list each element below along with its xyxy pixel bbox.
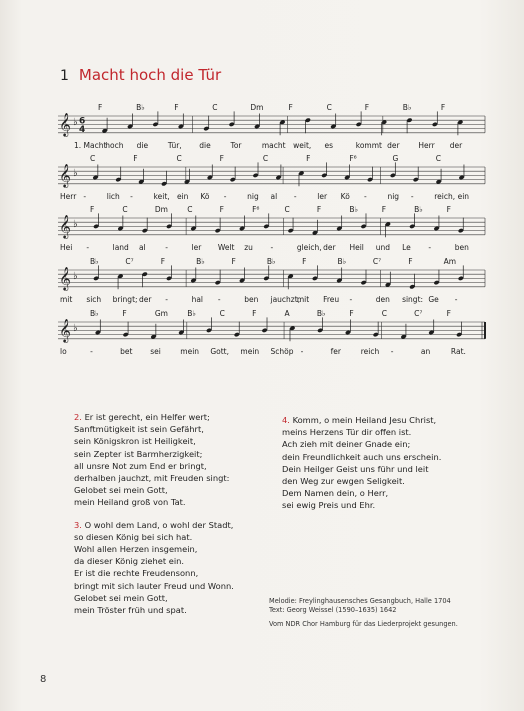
chord-symbol: F <box>408 257 413 266</box>
lyric-syllable: nig <box>247 191 259 201</box>
chord-symbol: F <box>381 205 387 214</box>
chord-symbol: F <box>446 309 451 318</box>
chord-symbol: B♭ <box>136 103 145 112</box>
chord-symbol: F <box>302 257 307 266</box>
lyric-syllable: die <box>199 140 211 150</box>
lyric-syllable: es <box>324 140 333 150</box>
stanza-number: 4. <box>282 415 290 425</box>
lyric-syllable: ben <box>244 294 259 304</box>
lyric-syllable: ein <box>176 191 189 201</box>
chord-symbol: F <box>316 205 322 214</box>
key-signature-flat-icon: ♭ <box>73 117 78 128</box>
chord-symbol: F <box>122 309 127 318</box>
chord-symbol: C⁷ <box>414 309 423 318</box>
stanza-line: Dein Heilger Geist uns führ und leit <box>282 463 429 474</box>
chord-symbol: C⁷ <box>125 257 134 266</box>
chord-symbol: C <box>219 309 225 318</box>
chord-symbol: Am <box>443 257 457 266</box>
lyric-syllable: der <box>138 294 152 304</box>
stanza-line: so diesen König bei sich hat. <box>74 531 193 542</box>
lyric-syllable: fer <box>330 346 341 356</box>
stanza-line: meins Herzens Tür dir offen ist. <box>282 427 412 438</box>
lyric-hyphen: - <box>130 191 133 201</box>
lyric-hyphen: - <box>217 294 221 304</box>
lyric-hyphen: - <box>86 242 90 252</box>
treble-clef-icon: 𝄞 <box>59 266 71 290</box>
stanza-line: Gelobet sei mein Gott, <box>74 485 168 496</box>
page-number: 8 <box>40 674 47 685</box>
chord-symbol: F <box>174 103 179 112</box>
stanza-line: Ach zieh mit deiner Gnade ein; <box>282 439 411 450</box>
lyric-syllable: bringt; <box>112 294 138 304</box>
chord-symbol: B♭ <box>402 103 412 112</box>
lyric-syllable: ler <box>191 242 202 252</box>
stanza-line: Komm, o mein Heiland Jesu Christ, <box>292 415 437 425</box>
lyric-syllable: land <box>112 242 129 252</box>
lyric-syllable: keit, <box>153 191 170 201</box>
chord-symbol: F <box>446 205 451 214</box>
stanza-line: bringt mit sich lauter Freud und Wonn. <box>74 580 234 591</box>
stanza-line: Gelobet sei mein Gott, <box>74 592 168 603</box>
chord-symbol: C <box>381 309 387 318</box>
treble-clef-icon: 𝄞 <box>59 318 71 342</box>
chord-symbol: F⁶ <box>252 205 260 214</box>
lyric-syllable: Herr <box>60 191 77 201</box>
treble-clef-icon: 𝄞 <box>59 163 71 187</box>
stanzas-right-column <box>282 414 482 520</box>
chord-symbol: B♭ <box>414 205 423 214</box>
lyric-syllable: Rat. <box>450 346 466 356</box>
chord-symbol: F <box>231 257 236 266</box>
stanza-4 <box>282 414 482 512</box>
lyric-syllable: Gott, <box>210 346 230 356</box>
chord-symbol: B♭ <box>196 257 205 266</box>
lyric-hyphen: - <box>364 191 367 201</box>
stanza-line: Er ist gerecht, ein Helfer wert; <box>84 412 210 422</box>
lyric-syllable: gleich, <box>296 242 322 252</box>
lyric-hyphen: - <box>428 242 432 252</box>
chord-symbol: B♭ <box>90 257 99 266</box>
lyric-syllable: macht <box>261 140 286 150</box>
lyric-syllable: mein <box>180 346 200 356</box>
lyric-hyphen: - <box>223 191 227 201</box>
chord-symbol: C <box>326 103 332 112</box>
chord-symbol: F <box>252 309 257 318</box>
treble-clef-icon: 𝄞 <box>59 214 71 238</box>
stanza-line: sein Zepter ist Barmherzigkeit; <box>74 448 203 459</box>
lyric-hyphen: - <box>293 191 297 201</box>
lyric-syllable: sei <box>150 346 161 356</box>
lyric-syllable: mit <box>296 294 310 304</box>
lyric-syllable: den <box>375 294 390 304</box>
chord-symbol: Dm <box>154 205 168 214</box>
chord-symbol: Dm <box>250 103 264 112</box>
stanza-line: O wohl dem Land, o wohl der Stadt, <box>84 519 234 530</box>
lyric-syllable: lich <box>106 191 120 201</box>
lyric-syllable: reich, <box>434 191 456 201</box>
lyric-syllable: zu <box>244 242 253 252</box>
lyric-syllable: kommt <box>355 140 382 150</box>
lyric-hyphen: - <box>165 294 168 304</box>
chord-symbol: B♭ <box>90 309 99 318</box>
chord-symbol: C <box>435 154 442 163</box>
lyric-syllable: reich <box>360 346 380 356</box>
lyric-syllable: Tor <box>230 140 242 150</box>
chord-symbol: F <box>440 103 446 112</box>
lyric-hyphen: - <box>270 242 274 252</box>
chord-symbol: F <box>98 103 103 112</box>
lyric-syllable: mein <box>240 346 260 356</box>
chord-symbol: C <box>187 205 193 214</box>
chord-symbol: C <box>284 205 290 214</box>
stanza-line: derhalben jauchzt, mit Freuden singt: <box>74 473 230 484</box>
chord-symbol: B♭ <box>337 257 347 266</box>
lyric-hyphen: - <box>165 242 168 252</box>
time-signature-top: 6 <box>79 116 86 127</box>
lyric-syllable: singt: <box>402 294 424 304</box>
stanza-line: Sanftmütigkeit ist sein Gefährt, <box>74 424 204 435</box>
stanzas-left-column <box>74 411 264 624</box>
lyric-syllable: ein <box>457 191 470 201</box>
chord-symbol: F <box>160 257 166 266</box>
lyric-syllable: hal <box>191 294 203 304</box>
lyric-syllable: ler <box>317 191 328 201</box>
lyric-syllable: al <box>138 242 146 252</box>
chord-symbol: F⁶ <box>349 154 357 163</box>
chord-symbol: C <box>262 154 269 163</box>
chord-symbol: F <box>219 205 224 214</box>
chord-symbol: F <box>364 103 370 112</box>
chord-symbol: B♭ <box>316 309 326 318</box>
chord-symbol: C⁷ <box>372 257 382 266</box>
lyric-syllable: lo <box>60 346 67 356</box>
lyric-syllable: 1. Macht <box>74 140 107 150</box>
stanza-line: dein Freundlichkeit auch uns erschein. <box>282 451 442 462</box>
lyric-syllable: ben <box>454 242 469 252</box>
recording-credit: Vom NDR Chor Hamburg für das Liederprojekt gesungen. <box>269 620 458 628</box>
stanza-3 <box>74 519 264 617</box>
lyric-syllable: Kö <box>340 191 350 201</box>
time-signature-bottom: 4 <box>79 125 86 135</box>
stanza-number: 2. <box>74 412 82 422</box>
stanza-line: mein Heiland groß von Tat. <box>74 497 186 508</box>
chord-symbol: C <box>122 205 128 214</box>
stanza-line: sein Königskron ist Heiligkeit, <box>74 436 196 447</box>
lyric-syllable: Kö <box>200 191 210 201</box>
stanza-line: den Weg zur ewgen Seligkeit. <box>282 476 405 487</box>
lyric-hyphen: - <box>83 191 87 201</box>
lyric-syllable: der <box>323 242 336 252</box>
key-signature-flat-icon: ♭ <box>73 323 78 334</box>
chord-symbol: F <box>349 309 354 318</box>
lyric-syllable: Hei <box>60 242 73 252</box>
chord-symbol: B♭ <box>349 205 359 214</box>
song-number: 1 <box>60 68 69 84</box>
lyric-syllable: weit, <box>293 140 312 150</box>
lyric-syllable: Freu <box>323 294 340 304</box>
song-title: Macht hoch die Tür <box>78 66 222 84</box>
lyric-syllable: Welt <box>217 242 235 252</box>
lyric-syllable: nig <box>387 191 400 201</box>
chord-symbol: F <box>306 154 311 163</box>
lyric-syllable: Schöp <box>270 346 294 356</box>
lyric-hyphen: - <box>390 346 394 356</box>
stanza-number: 3. <box>74 519 82 530</box>
stanza-2 <box>74 411 264 509</box>
chord-symbol: G <box>392 154 399 163</box>
stanza-line: da dieser König ziehet ein. <box>74 556 185 567</box>
stanza-line: all unsre Not zum End er bringt, <box>74 460 207 471</box>
chord-symbol: B♭ <box>187 309 196 318</box>
key-signature-flat-icon: ♭ <box>73 168 78 179</box>
chord-symbol: F <box>288 103 293 112</box>
chord-symbol: F <box>133 154 138 163</box>
chord-symbol: B♭ <box>266 257 276 266</box>
chord-symbol: C <box>90 154 96 163</box>
melody-credit: Melodie: Freylinghausensches Gesangbuch, Halle 1704 <box>269 597 451 605</box>
lyric-syllable: die <box>136 140 149 150</box>
stanza-line: Dem Namen dein, o Herr, <box>282 488 389 499</box>
stanza-line: sei ewig Preis und Ehr. <box>282 500 376 511</box>
chord-symbol: F <box>90 205 95 214</box>
lyric-syllable: bet <box>120 346 133 356</box>
lyric-hyphen: - <box>300 346 304 356</box>
lyric-syllable: mit <box>60 294 73 304</box>
lyric-syllable: Tür, <box>167 140 182 150</box>
lyric-syllable: Le <box>402 242 411 252</box>
lyric-syllable: Herr <box>418 140 435 150</box>
lyric-syllable: an <box>420 346 431 356</box>
stanza-line: Wohl allen Herzen insgemein, <box>74 544 198 555</box>
lyric-syllable: Ge <box>428 294 439 304</box>
lyric-syllable: sich <box>86 294 102 304</box>
lyric-hyphen: - <box>410 191 414 201</box>
lyric-syllable: der <box>387 140 400 150</box>
lyric-syllable: hoch <box>105 140 124 150</box>
stanza-line: Er ist die rechte Freudensonn, <box>74 568 199 579</box>
chord-symbol: C <box>212 103 218 112</box>
lyric-syllable: der <box>449 140 463 150</box>
chord-symbol: A <box>284 309 290 318</box>
lyric-hyphen: - <box>349 294 353 304</box>
chord-symbol: C <box>176 154 182 163</box>
lyric-hyphen: - <box>90 346 93 356</box>
lyric-syllable: al <box>270 191 278 201</box>
lyric-syllable: jauchzt, <box>270 294 301 304</box>
credits <box>269 597 458 629</box>
key-signature-flat-icon: ♭ <box>73 219 78 230</box>
text-credit: Text: Georg Weissel (1590–1635) 1642 <box>269 606 397 614</box>
lyric-syllable: und <box>375 242 391 252</box>
key-signature-flat-icon: ♭ <box>73 271 78 282</box>
lyric-hyphen: - <box>454 294 458 304</box>
stanza-line: mein Tröster früh und spat. <box>74 605 187 616</box>
chord-symbol: Gm <box>154 309 168 318</box>
treble-clef-icon: 𝄞 <box>59 112 71 136</box>
chord-symbol: F <box>219 154 224 163</box>
lyric-syllable: Heil <box>349 242 364 252</box>
